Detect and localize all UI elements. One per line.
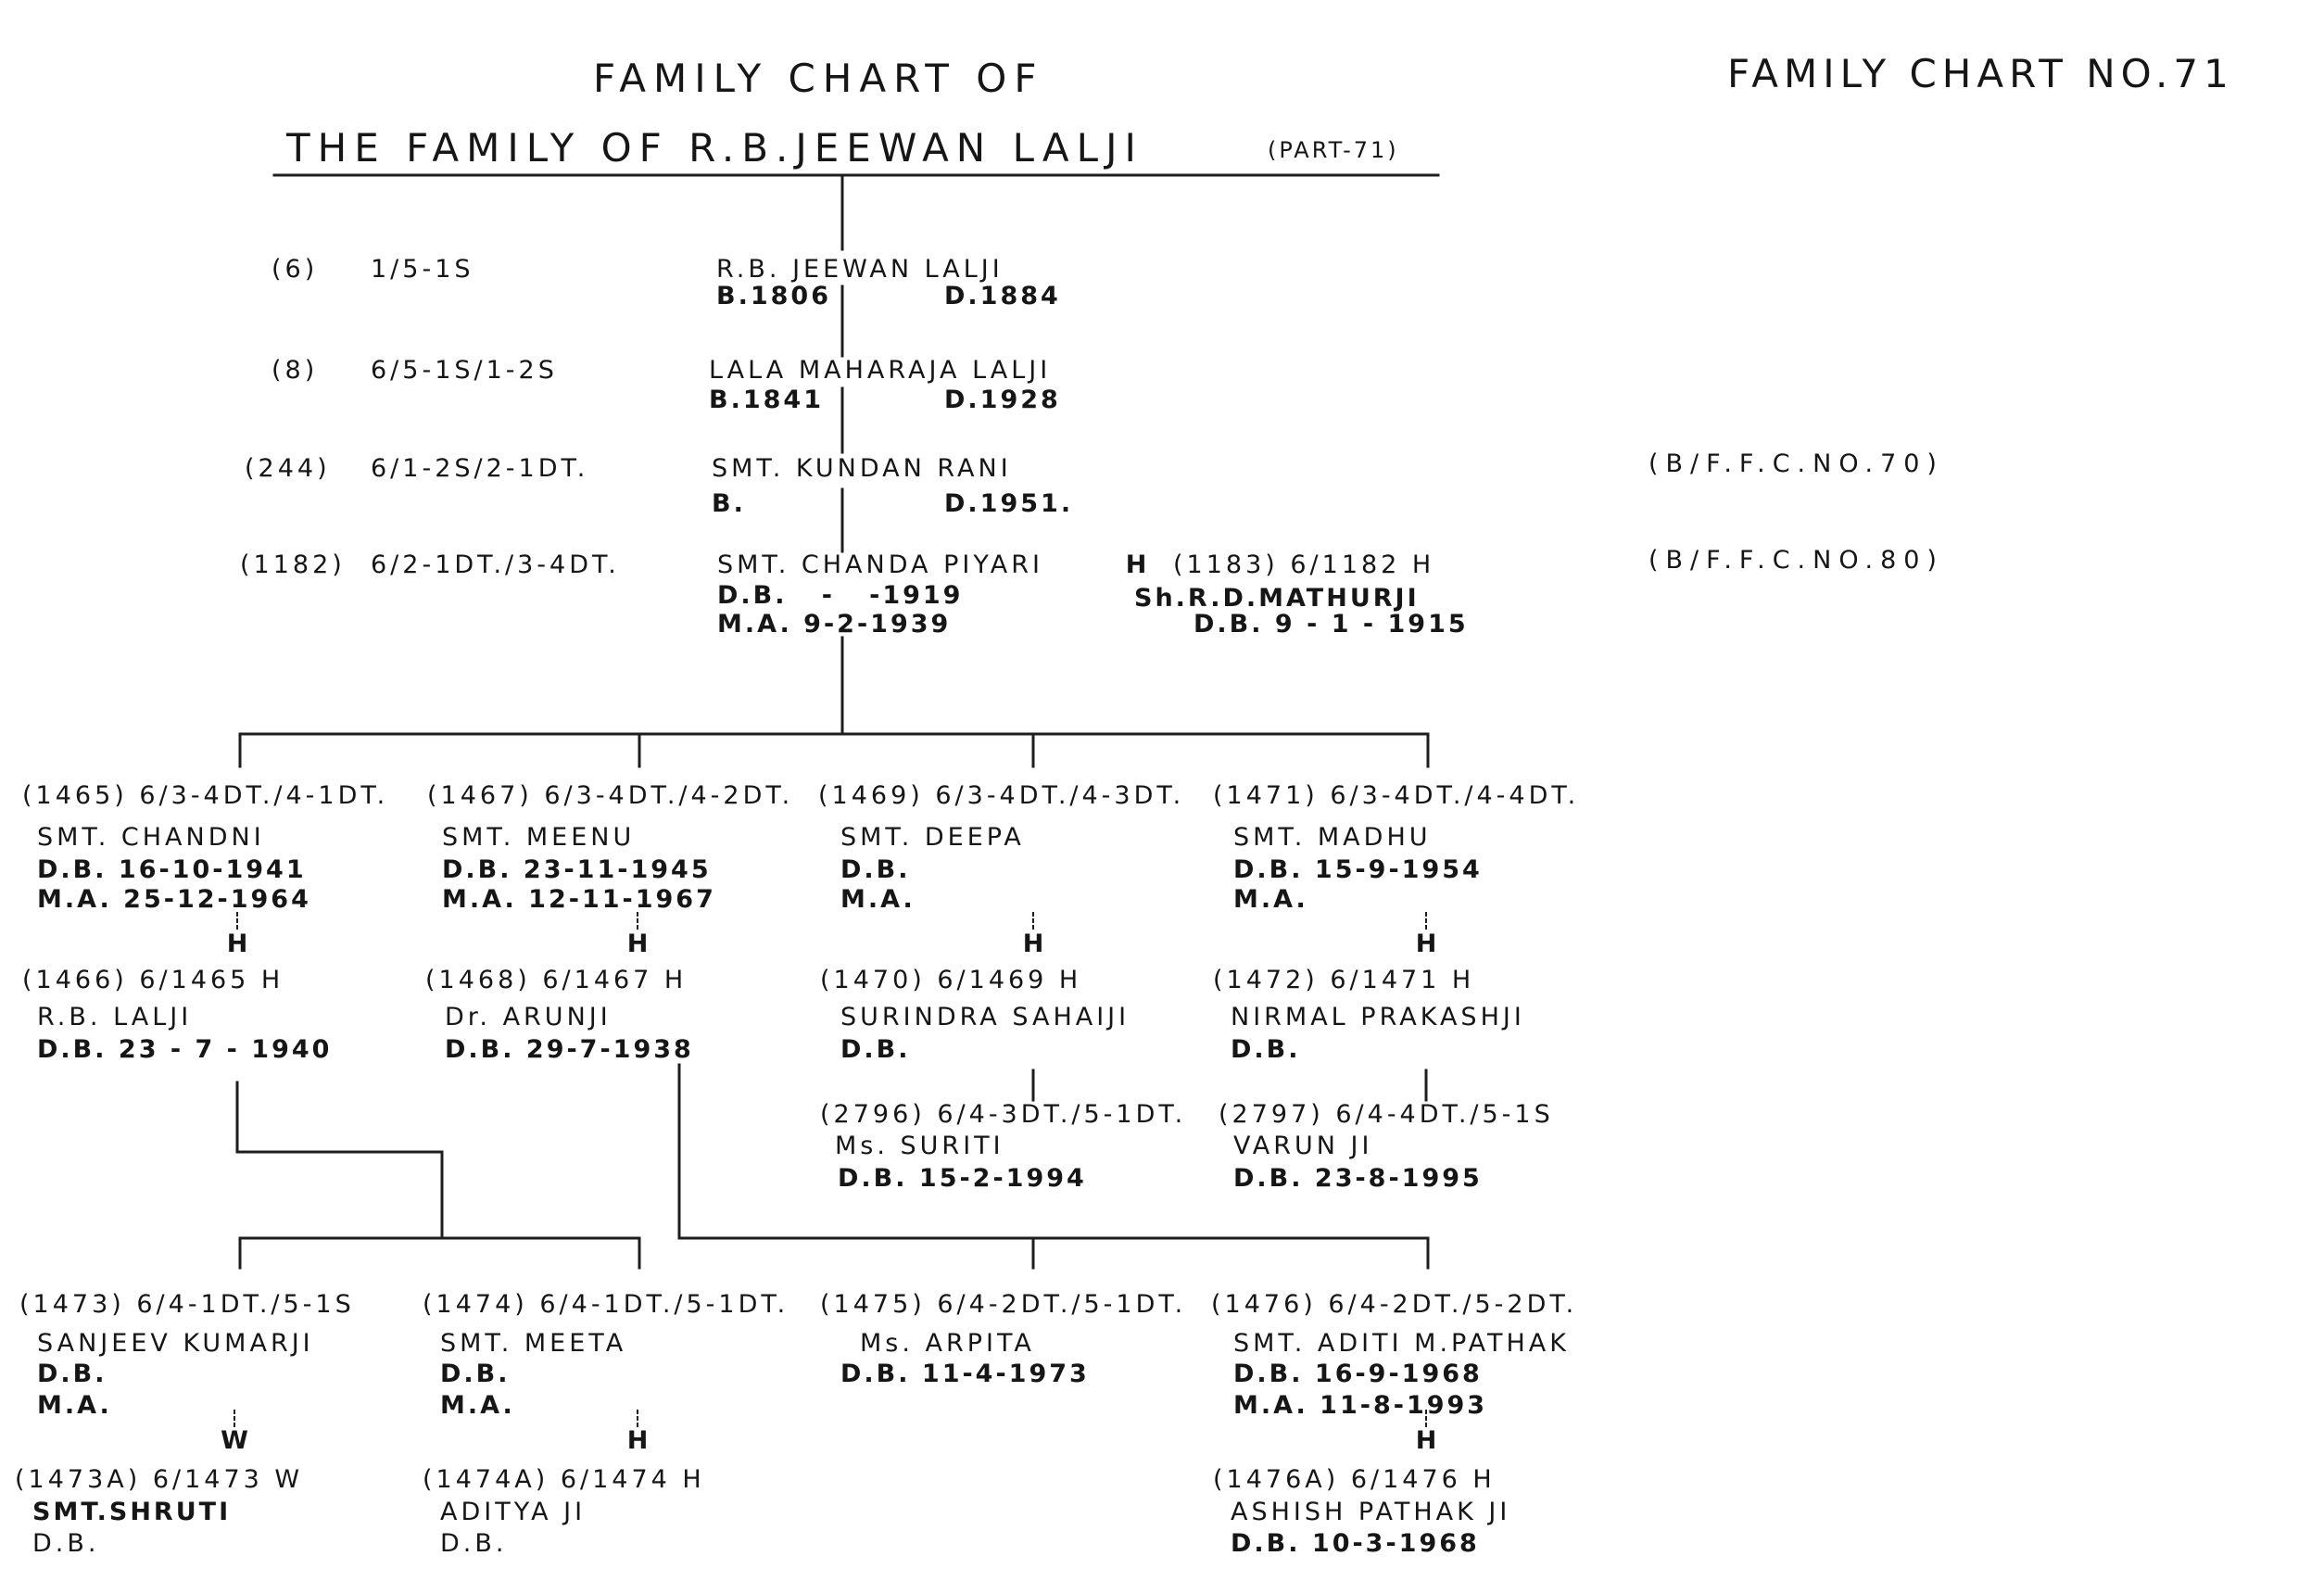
spouse-header: (1466) 6/1465 H [22, 966, 284, 994]
ancestor-name: SMT. KUNDAN RANI [712, 454, 1012, 483]
child-header: (1471) 6/3-4DT./4-4DT. [1213, 781, 1580, 810]
husband-marker: H [626, 1426, 649, 1455]
child-birth: D.B. 15-9-1954 [1233, 855, 1483, 884]
spouse-birth: D.B. [840, 1035, 911, 1064]
spouse-name: SMT.SHRUTI [32, 1498, 232, 1526]
ancestor-code: 6/5-1S/1-2S [371, 356, 558, 385]
ancestor-name: R.B. JEEWAN LALJI [716, 255, 1004, 284]
grandchild-marriage: M.A. 11-8-1993 [1233, 1391, 1488, 1420]
child-header: (1465) 6/3-4DT./4-1DT. [22, 781, 389, 810]
chart-title: FAMILY CHART OF [593, 56, 1044, 101]
ancestor-birth: B.1806 [716, 282, 831, 310]
ancestor-code: 1/5-1S [371, 255, 474, 284]
spouse-header: (1183) 6/1182 H [1173, 550, 1435, 579]
child-name: SMT. MADHU [1233, 823, 1432, 852]
grandchild-header: (2797) 6/4-4DT./5-1S [1219, 1100, 1554, 1129]
ancestor-name: SMT. CHANDA PIYARI [717, 550, 1043, 579]
spouse-name: SURINDRA SAHAIJI [840, 1003, 1130, 1031]
grandchild-name: SMT. MEETA [440, 1329, 627, 1358]
spouse-birth: D.B. 9 - 1 - 1915 [1194, 610, 1469, 639]
grandchild-birth: D.B. [37, 1360, 107, 1388]
ancestor-birth: B. [712, 489, 746, 518]
grandchild-birth: D.B. [440, 1360, 511, 1388]
ancestor-marriage: M.A. 9-2-1939 [717, 610, 952, 639]
wife-marker: W [221, 1426, 248, 1455]
child-marriage: M.A. [840, 885, 916, 914]
spouse-birth: D.B. 29-7-1938 [445, 1035, 694, 1064]
grandchild-birth: D.B. 16-9-1968 [1233, 1360, 1483, 1388]
grandchild-marriage: M.A. [37, 1391, 112, 1420]
grandchild-birth: D.B. 23-8-1995 [1233, 1164, 1483, 1193]
spouse-header: (1474A) 6/1474 H [423, 1465, 705, 1494]
child-name: SMT. MEENU [442, 823, 636, 852]
ancestor-code: 6/1-2S/2-1DT. [371, 454, 589, 483]
ancestor-death: D.1884 [944, 282, 1061, 310]
grandchild-header: (2796) 6/4-3DT./5-1DT. [820, 1100, 1187, 1129]
ancestor-death: D.1928 [944, 386, 1061, 414]
husband-marker: H [226, 930, 248, 958]
cross-reference: (B/F.F.C.NO.80) [1648, 546, 1944, 575]
grandchild-name: SMT. ADITI M.PATHAK [1233, 1329, 1570, 1358]
spouse-birth: D.B. [1231, 1035, 1301, 1064]
chart-number: FAMILY CHART NO.71 [1727, 51, 2234, 96]
grandchild-header: (1474) 6/4-1DT./5-1DT. [423, 1290, 789, 1319]
spouse-name: ASHISH PATHAK JI [1231, 1498, 1511, 1526]
ancestor-id: (244) [245, 454, 331, 483]
spouse-name: Sh.R.D.MATHURJI [1134, 584, 1420, 613]
ancestor-birth: B.1841 [709, 386, 824, 414]
child-birth: D.B. [840, 855, 911, 884]
ancestor-birth: D.B. - -1919 [717, 581, 964, 610]
child-marriage: M.A. [1233, 885, 1308, 914]
ancestor-id: (1182) [240, 550, 346, 579]
child-header: (1469) 6/3-4DT./4-3DT. [818, 781, 1185, 810]
grandchild-name: VARUN JI [1233, 1132, 1373, 1160]
grandchild-marriage: M.A. [440, 1391, 515, 1420]
grandchild-birth: D.B. 11-4-1973 [840, 1360, 1090, 1388]
ancestor-id: (8) [272, 356, 319, 385]
grandchild-header: (1475) 6/4-2DT./5-1DT. [820, 1290, 1187, 1319]
spouse-header: (1472) 6/1471 H [1213, 966, 1475, 994]
cross-reference: (B/F.F.C.NO.70) [1648, 449, 1944, 478]
grandchild-birth: D.B. 15-2-1994 [838, 1164, 1087, 1193]
chart-subtitle: THE FAMILY OF R.B.JEEWAN LALJI [286, 125, 1143, 171]
spouse-name: Dr. ARUNJI [445, 1003, 612, 1031]
child-header: (1467) 6/3-4DT./4-2DT. [427, 781, 794, 810]
spouse-birth: D.B. [440, 1529, 508, 1558]
spouse-birth: D.B. 23 - 7 - 1940 [37, 1035, 333, 1064]
child-birth: D.B. 16-10-1941 [37, 855, 307, 884]
spouse-header: (1470) 6/1469 H [820, 966, 1082, 994]
spouse-birth: D.B. 10-3-1968 [1231, 1529, 1480, 1558]
child-name: SMT. CHANDNI [37, 823, 265, 852]
husband-marker: H [1125, 550, 1147, 579]
husband-marker: H [1415, 1426, 1437, 1455]
grandchild-name: Ms. ARPITA [860, 1329, 1035, 1358]
grandchild-name: Ms. SURITI [835, 1132, 1004, 1160]
husband-marker: H [626, 930, 649, 958]
spouse-header: (1473A) 6/1473 W [15, 1465, 304, 1494]
grandchild-name: SANJEEV KUMARJI [37, 1329, 314, 1358]
ancestor-death: D.1951. [944, 489, 1074, 518]
husband-marker: H [1415, 930, 1437, 958]
spouse-name: ADITYA JI [440, 1498, 587, 1526]
part-label: (PART-71) [1268, 137, 1399, 163]
child-marriage: M.A. 12-11-1967 [442, 885, 716, 914]
spouse-birth: D.B. [32, 1529, 100, 1558]
child-name: SMT. DEEPA [840, 823, 1025, 852]
spouse-name: NIRMAL PRAKASHJI [1231, 1003, 1525, 1031]
grandchild-header: (1476) 6/4-2DT./5-2DT. [1211, 1290, 1578, 1319]
spouse-header: (1476A) 6/1476 H [1213, 1465, 1496, 1494]
husband-marker: H [1022, 930, 1044, 958]
grandchild-header: (1473) 6/4-1DT./5-1S [19, 1290, 355, 1319]
ancestor-code: 6/2-1DT./3-4DT. [371, 550, 620, 579]
ancestor-id: (6) [272, 255, 319, 284]
child-marriage: M.A. 25-12-1964 [37, 885, 311, 914]
ancestor-name: LALA MAHARAJA LALJI [709, 356, 1052, 385]
spouse-name: R.B. LALJI [37, 1003, 193, 1031]
spouse-header: (1468) 6/1467 H [425, 966, 688, 994]
child-birth: D.B. 23-11-1945 [442, 855, 712, 884]
